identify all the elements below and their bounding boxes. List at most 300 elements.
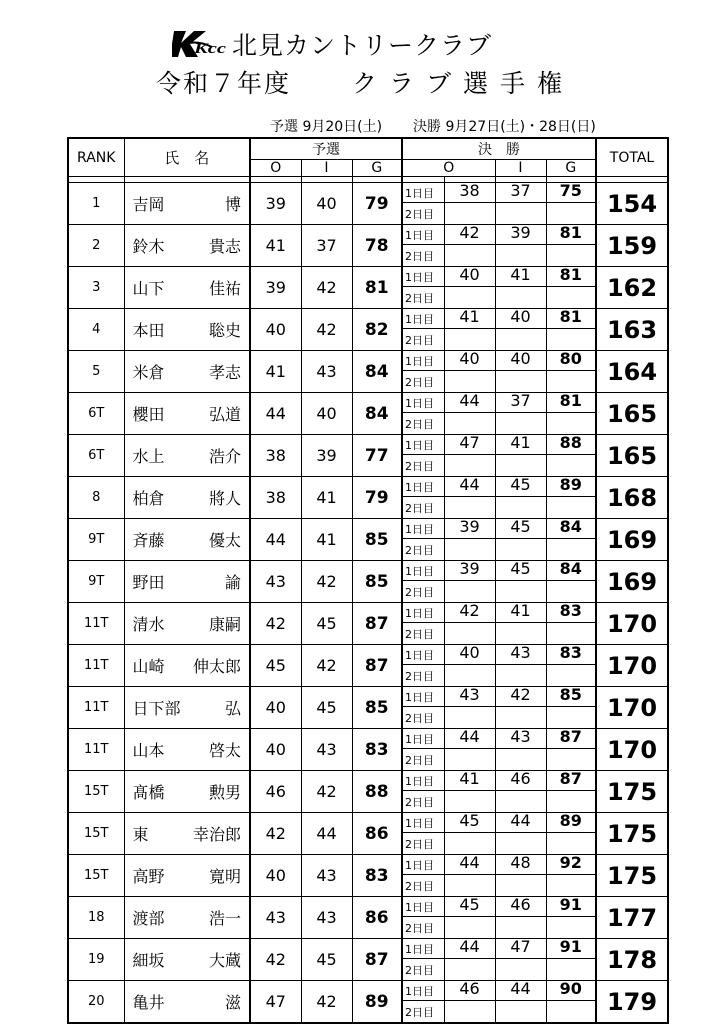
rank-cell: 2 bbox=[68, 225, 124, 267]
rank-header: RANK bbox=[68, 138, 124, 177]
final-out: 40 bbox=[444, 645, 495, 665]
q-out-header: O bbox=[250, 160, 301, 177]
final-day2-in bbox=[495, 833, 546, 855]
final-gross: 84 bbox=[546, 519, 596, 539]
event-dates bbox=[270, 116, 596, 136]
total-score: 165 bbox=[596, 435, 668, 477]
final-gross: 83 bbox=[546, 603, 596, 623]
day2-label: 2日目 bbox=[402, 539, 444, 561]
final-day2-out bbox=[444, 287, 495, 309]
final-out: 44 bbox=[444, 393, 495, 413]
total-score: 164 bbox=[596, 351, 668, 393]
qualifier-gross: 84 bbox=[352, 393, 402, 435]
day2-label: 2日目 bbox=[402, 707, 444, 729]
total-score: 159 bbox=[596, 225, 668, 267]
day2-label: 2日目 bbox=[402, 581, 444, 603]
final-in: 41 bbox=[495, 267, 546, 287]
final-gross: 85 bbox=[546, 687, 596, 707]
table-row bbox=[68, 687, 668, 707]
table-row bbox=[68, 645, 668, 665]
final-day2-out bbox=[444, 875, 495, 897]
final-gross: 75 bbox=[546, 183, 596, 203]
total-score: 177 bbox=[596, 897, 668, 939]
total-score: 170 bbox=[596, 603, 668, 645]
day1-label: 1日目 bbox=[402, 939, 444, 959]
rank-cell: 11T bbox=[68, 603, 124, 645]
rank-cell: 20 bbox=[68, 981, 124, 1024]
table-row bbox=[68, 435, 668, 455]
final-day2-gross bbox=[546, 329, 596, 351]
final-gross: 87 bbox=[546, 729, 596, 749]
final-out: 43 bbox=[444, 687, 495, 707]
family-name: 鈴木 bbox=[132, 237, 165, 256]
family-name: 日下部 bbox=[132, 699, 181, 718]
day2-label: 2日目 bbox=[402, 371, 444, 393]
family-name: 細坂 bbox=[132, 951, 165, 970]
family-name: 吉岡 bbox=[132, 195, 165, 214]
total-score: 179 bbox=[596, 981, 668, 1024]
qualifier-in: 42 bbox=[301, 267, 352, 309]
total-score: 163 bbox=[596, 309, 668, 351]
final-gross: 91 bbox=[546, 939, 596, 959]
qualifier-in: 43 bbox=[301, 897, 352, 939]
final-day2-gross bbox=[546, 959, 596, 981]
rank-cell: 3 bbox=[68, 267, 124, 309]
rank-cell: 8 bbox=[68, 477, 124, 519]
final-gross: 89 bbox=[546, 477, 596, 497]
table-row bbox=[68, 729, 668, 749]
qualifier-in: 40 bbox=[301, 393, 352, 435]
qualifier-out: 40 bbox=[250, 729, 301, 771]
player-name bbox=[124, 267, 250, 309]
table-row bbox=[68, 603, 668, 623]
qualifier-out: 44 bbox=[250, 393, 301, 435]
qualifier-gross: 86 bbox=[352, 897, 402, 939]
qualifier-gross: 79 bbox=[352, 183, 402, 225]
final-in: 43 bbox=[495, 729, 546, 749]
day2-label: 2日目 bbox=[402, 665, 444, 687]
qualifier-gross: 87 bbox=[352, 603, 402, 645]
given-name: 浩介 bbox=[208, 447, 241, 466]
final-out: 40 bbox=[444, 267, 495, 287]
final-day2-out bbox=[444, 203, 495, 225]
rank-cell: 4 bbox=[68, 309, 124, 351]
final-in: 37 bbox=[495, 393, 546, 413]
day2-label: 2日目 bbox=[402, 497, 444, 519]
final-gross: 80 bbox=[546, 351, 596, 371]
qualifier-gross: 87 bbox=[352, 645, 402, 687]
qualifier-out: 42 bbox=[250, 603, 301, 645]
player-name bbox=[124, 393, 250, 435]
final-day2-in bbox=[495, 497, 546, 519]
final-day2-out bbox=[444, 581, 495, 603]
final-day2-in bbox=[495, 329, 546, 351]
day1-label: 1日目 bbox=[402, 477, 444, 497]
qualifier-gross: 81 bbox=[352, 267, 402, 309]
final-in: 46 bbox=[495, 897, 546, 917]
total-score: 170 bbox=[596, 687, 668, 729]
final-in: 45 bbox=[495, 519, 546, 539]
final-day2-out bbox=[444, 665, 495, 687]
total-score: 165 bbox=[596, 393, 668, 435]
total-score: 154 bbox=[596, 183, 668, 225]
family-name: 渡部 bbox=[132, 909, 165, 928]
given-name: 弘 bbox=[224, 699, 241, 718]
final-out: 44 bbox=[444, 477, 495, 497]
final-day2-in bbox=[495, 623, 546, 645]
f-gross-header: G bbox=[546, 160, 596, 177]
day1-label: 1日目 bbox=[402, 393, 444, 413]
final-day2-gross bbox=[546, 917, 596, 939]
qualifier-gross: 79 bbox=[352, 477, 402, 519]
final-out: 40 bbox=[444, 351, 495, 371]
qualifier-in: 42 bbox=[301, 645, 352, 687]
final-day2-in bbox=[495, 413, 546, 435]
qualifier-gross: 83 bbox=[352, 855, 402, 897]
final-day2-in bbox=[495, 581, 546, 603]
total-score: 175 bbox=[596, 855, 668, 897]
family-name: 山崎 bbox=[132, 657, 165, 676]
final-day2-out bbox=[444, 791, 495, 813]
family-name: 櫻田 bbox=[132, 405, 165, 424]
final-day2-out bbox=[444, 329, 495, 351]
table-row bbox=[68, 981, 668, 1001]
qualifier-gross: 84 bbox=[352, 351, 402, 393]
qualifier-out: 39 bbox=[250, 183, 301, 225]
given-name: 勲男 bbox=[208, 783, 241, 802]
family-name: 清水 bbox=[132, 615, 165, 634]
total-score: 170 bbox=[596, 645, 668, 687]
final-in: 48 bbox=[495, 855, 546, 875]
table-row bbox=[68, 561, 668, 581]
given-name: 寛明 bbox=[208, 867, 241, 886]
player-name bbox=[124, 435, 250, 477]
qualifier-in: 44 bbox=[301, 813, 352, 855]
table-row bbox=[68, 939, 668, 959]
qualifier-gross: 77 bbox=[352, 435, 402, 477]
qualifier-in: 43 bbox=[301, 729, 352, 771]
final-day2-out bbox=[444, 497, 495, 519]
rank-cell: 6T bbox=[68, 393, 124, 435]
qualifier-out: 45 bbox=[250, 645, 301, 687]
final-gross: 90 bbox=[546, 981, 596, 1001]
final-day2-in bbox=[495, 203, 546, 225]
day2-label: 2日目 bbox=[402, 959, 444, 981]
total-score: 170 bbox=[596, 729, 668, 771]
final-gross: 81 bbox=[546, 267, 596, 287]
final-day2-in bbox=[495, 1001, 546, 1024]
given-name: 大蔵 bbox=[208, 951, 241, 970]
final-day2-gross bbox=[546, 581, 596, 603]
rank-cell: 5 bbox=[68, 351, 124, 393]
player-name bbox=[124, 687, 250, 729]
name-header: 氏 名 bbox=[124, 138, 250, 177]
final-gross: 91 bbox=[546, 897, 596, 917]
final-gross: 81 bbox=[546, 225, 596, 245]
table-row bbox=[68, 225, 668, 245]
final-day2-in bbox=[495, 455, 546, 477]
day2-label: 2日目 bbox=[402, 875, 444, 897]
table-row bbox=[68, 897, 668, 917]
day1-label: 1日目 bbox=[402, 267, 444, 287]
qualifier-out: 40 bbox=[250, 309, 301, 351]
qualifier-gross: 86 bbox=[352, 813, 402, 855]
final-day2-gross bbox=[546, 833, 596, 855]
final-day2-out bbox=[444, 623, 495, 645]
final-day2-gross bbox=[546, 791, 596, 813]
final-day2-gross bbox=[546, 371, 596, 393]
total-score: 175 bbox=[596, 813, 668, 855]
final-in: 43 bbox=[495, 645, 546, 665]
qualifier-out: 43 bbox=[250, 561, 301, 603]
qualifier-in: 37 bbox=[301, 225, 352, 267]
qualifier-out: 42 bbox=[250, 813, 301, 855]
day1-label: 1日目 bbox=[402, 771, 444, 791]
final-out: 44 bbox=[444, 729, 495, 749]
final-gross: 87 bbox=[546, 771, 596, 791]
player-name bbox=[124, 351, 250, 393]
player-name bbox=[124, 477, 250, 519]
table-row bbox=[68, 351, 668, 371]
final-in: 39 bbox=[495, 225, 546, 245]
logo-text: Kcc bbox=[192, 41, 227, 57]
qualifier-out: 40 bbox=[250, 687, 301, 729]
day1-label: 1日目 bbox=[402, 813, 444, 833]
final-out: 46 bbox=[444, 981, 495, 1001]
day1-label: 1日目 bbox=[402, 351, 444, 371]
final-day2-gross bbox=[546, 245, 596, 267]
final-in: 40 bbox=[495, 309, 546, 329]
final-day2-out bbox=[444, 1001, 495, 1024]
given-name: 優太 bbox=[208, 531, 241, 550]
final-out: 41 bbox=[444, 309, 495, 329]
final-day2-in bbox=[495, 539, 546, 561]
table-row bbox=[68, 855, 668, 875]
final-in: 44 bbox=[495, 813, 546, 833]
player-name bbox=[124, 729, 250, 771]
final-day2-in bbox=[495, 707, 546, 729]
given-name: 貴志 bbox=[208, 237, 241, 256]
q-in-header: I bbox=[301, 160, 352, 177]
table-row bbox=[68, 477, 668, 497]
final-in: 47 bbox=[495, 939, 546, 959]
final-gross: 89 bbox=[546, 813, 596, 833]
qualifier-in: 42 bbox=[301, 309, 352, 351]
final-in: 45 bbox=[495, 477, 546, 497]
final-day2-out bbox=[444, 413, 495, 435]
final-day2-out bbox=[444, 917, 495, 939]
total-header: TOTAL bbox=[596, 138, 668, 177]
qualifier-in: 41 bbox=[301, 519, 352, 561]
qualifier-gross: 89 bbox=[352, 981, 402, 1024]
club-name: 北見カントリークラブ bbox=[231, 31, 492, 60]
day2-label: 2日目 bbox=[402, 413, 444, 435]
final-day2-out bbox=[444, 749, 495, 771]
given-name: 伸太郎 bbox=[192, 657, 241, 676]
given-name: 孝志 bbox=[208, 363, 241, 382]
table-row bbox=[68, 267, 668, 287]
given-name: 啓太 bbox=[208, 741, 241, 760]
table-row bbox=[68, 183, 668, 203]
family-name: 本田 bbox=[132, 321, 165, 340]
day1-label: 1日目 bbox=[402, 561, 444, 581]
given-name: 博 bbox=[224, 195, 241, 214]
qualifier-in: 41 bbox=[301, 477, 352, 519]
final-day2-out bbox=[444, 707, 495, 729]
player-name bbox=[124, 645, 250, 687]
final-day2-out bbox=[444, 539, 495, 561]
rank-cell: 11T bbox=[68, 645, 124, 687]
final-day2-in bbox=[495, 959, 546, 981]
final-day2-in bbox=[495, 665, 546, 687]
qualifier-out: 43 bbox=[250, 897, 301, 939]
final-day2-out bbox=[444, 245, 495, 267]
results-table bbox=[67, 137, 669, 1024]
final-in: 44 bbox=[495, 981, 546, 1001]
qualifier-gross: 78 bbox=[352, 225, 402, 267]
rank-cell: 11T bbox=[68, 687, 124, 729]
final-in: 37 bbox=[495, 183, 546, 203]
qualifier-out: 38 bbox=[250, 435, 301, 477]
rank-cell: 9T bbox=[68, 561, 124, 603]
final-date: 9月27日(土)・28日(日) bbox=[445, 119, 596, 135]
final-day2-out bbox=[444, 833, 495, 855]
qualifier-out: 47 bbox=[250, 981, 301, 1024]
given-name: 滋 bbox=[224, 993, 241, 1012]
final-day2-gross bbox=[546, 749, 596, 771]
final-in: 41 bbox=[495, 603, 546, 623]
day1-label: 1日目 bbox=[402, 981, 444, 1001]
final-gross: 83 bbox=[546, 645, 596, 665]
final-out: 41 bbox=[444, 771, 495, 791]
given-name: 將人 bbox=[208, 489, 241, 508]
rank-cell: 18 bbox=[68, 897, 124, 939]
final-gross: 92 bbox=[546, 855, 596, 875]
final-day2-gross bbox=[546, 707, 596, 729]
player-name bbox=[124, 813, 250, 855]
final-out: 45 bbox=[444, 813, 495, 833]
player-name bbox=[124, 855, 250, 897]
qualifier-in: 45 bbox=[301, 603, 352, 645]
qualifier-out: 38 bbox=[250, 477, 301, 519]
final-day2-in bbox=[495, 287, 546, 309]
day2-label: 2日目 bbox=[402, 287, 444, 309]
final-day2-in bbox=[495, 791, 546, 813]
final-day2-gross bbox=[546, 203, 596, 225]
player-name bbox=[124, 897, 250, 939]
total-score: 162 bbox=[596, 267, 668, 309]
qualifier-out: 44 bbox=[250, 519, 301, 561]
day2-label: 2日目 bbox=[402, 329, 444, 351]
player-name bbox=[124, 939, 250, 981]
given-name: 弘道 bbox=[208, 405, 241, 424]
qualifier-gross: 82 bbox=[352, 309, 402, 351]
rank-cell: 15T bbox=[68, 813, 124, 855]
day1-label: 1日目 bbox=[402, 855, 444, 875]
family-name: 斉藤 bbox=[132, 531, 165, 550]
player-name bbox=[124, 309, 250, 351]
final-in: 41 bbox=[495, 435, 546, 455]
final-out: 42 bbox=[444, 603, 495, 623]
family-name: 山本 bbox=[132, 741, 165, 760]
player-name bbox=[124, 225, 250, 267]
rank-cell: 1 bbox=[68, 183, 124, 225]
qualifier-in: 43 bbox=[301, 855, 352, 897]
final-day2-out bbox=[444, 455, 495, 477]
qualifier-in: 43 bbox=[301, 351, 352, 393]
qualifier-in: 42 bbox=[301, 561, 352, 603]
qualifier-out: 39 bbox=[250, 267, 301, 309]
day1-label: 1日目 bbox=[402, 603, 444, 623]
final-in: 46 bbox=[495, 771, 546, 791]
day2-label: 2日目 bbox=[402, 833, 444, 855]
player-name bbox=[124, 519, 250, 561]
family-name: 髙橋 bbox=[132, 783, 165, 802]
given-name: 幸治郎 bbox=[192, 825, 241, 844]
final-gross: 84 bbox=[546, 561, 596, 581]
final-day2-in bbox=[495, 875, 546, 897]
final-gross: 81 bbox=[546, 309, 596, 329]
total-score: 169 bbox=[596, 561, 668, 603]
qualifier-gross: 85 bbox=[352, 687, 402, 729]
day2-label: 2日目 bbox=[402, 917, 444, 939]
qualifier-in: 45 bbox=[301, 939, 352, 981]
qualifier-in: 42 bbox=[301, 981, 352, 1024]
day2-label: 2日目 bbox=[402, 245, 444, 267]
final-out: 44 bbox=[444, 939, 495, 959]
day1-label: 1日目 bbox=[402, 435, 444, 455]
final-day2-gross bbox=[546, 875, 596, 897]
total-score: 175 bbox=[596, 771, 668, 813]
final-gross: 81 bbox=[546, 393, 596, 413]
qualifier-date: 9月20日(土) bbox=[302, 119, 383, 135]
day1-label: 1日目 bbox=[402, 897, 444, 917]
day2-label: 2日目 bbox=[402, 1001, 444, 1024]
final-day2-gross bbox=[546, 1001, 596, 1024]
event-title: クラブ選手権 bbox=[352, 69, 575, 98]
rank-cell: 11T bbox=[68, 729, 124, 771]
day1-label: 1日目 bbox=[402, 225, 444, 245]
event-year: 令和７年度 bbox=[156, 69, 292, 98]
day1-label: 1日目 bbox=[402, 519, 444, 539]
final-in: 45 bbox=[495, 561, 546, 581]
family-name: 東 bbox=[132, 825, 149, 844]
final-day2-gross bbox=[546, 413, 596, 435]
day1-label: 1日目 bbox=[402, 183, 444, 203]
day2-label: 2日目 bbox=[402, 455, 444, 477]
final-day2-in bbox=[495, 371, 546, 393]
rank-cell: 9T bbox=[68, 519, 124, 561]
family-name: 高野 bbox=[132, 867, 165, 886]
player-name bbox=[124, 561, 250, 603]
final-out: 42 bbox=[444, 225, 495, 245]
final-header: 決 勝 bbox=[402, 138, 596, 160]
qualifier-in: 42 bbox=[301, 771, 352, 813]
final-day2-in bbox=[495, 917, 546, 939]
rank-cell: 15T bbox=[68, 855, 124, 897]
day1-label: 1日目 bbox=[402, 309, 444, 329]
qualifier-out: 41 bbox=[250, 351, 301, 393]
total-score: 169 bbox=[596, 519, 668, 561]
player-name bbox=[124, 603, 250, 645]
final-day2-gross bbox=[546, 623, 596, 645]
rank-cell: 6T bbox=[68, 435, 124, 477]
table-row bbox=[68, 771, 668, 791]
given-name: 佳祐 bbox=[208, 279, 241, 298]
final-day2-gross bbox=[546, 497, 596, 519]
table-row bbox=[68, 813, 668, 833]
qualifier-gross: 88 bbox=[352, 771, 402, 813]
